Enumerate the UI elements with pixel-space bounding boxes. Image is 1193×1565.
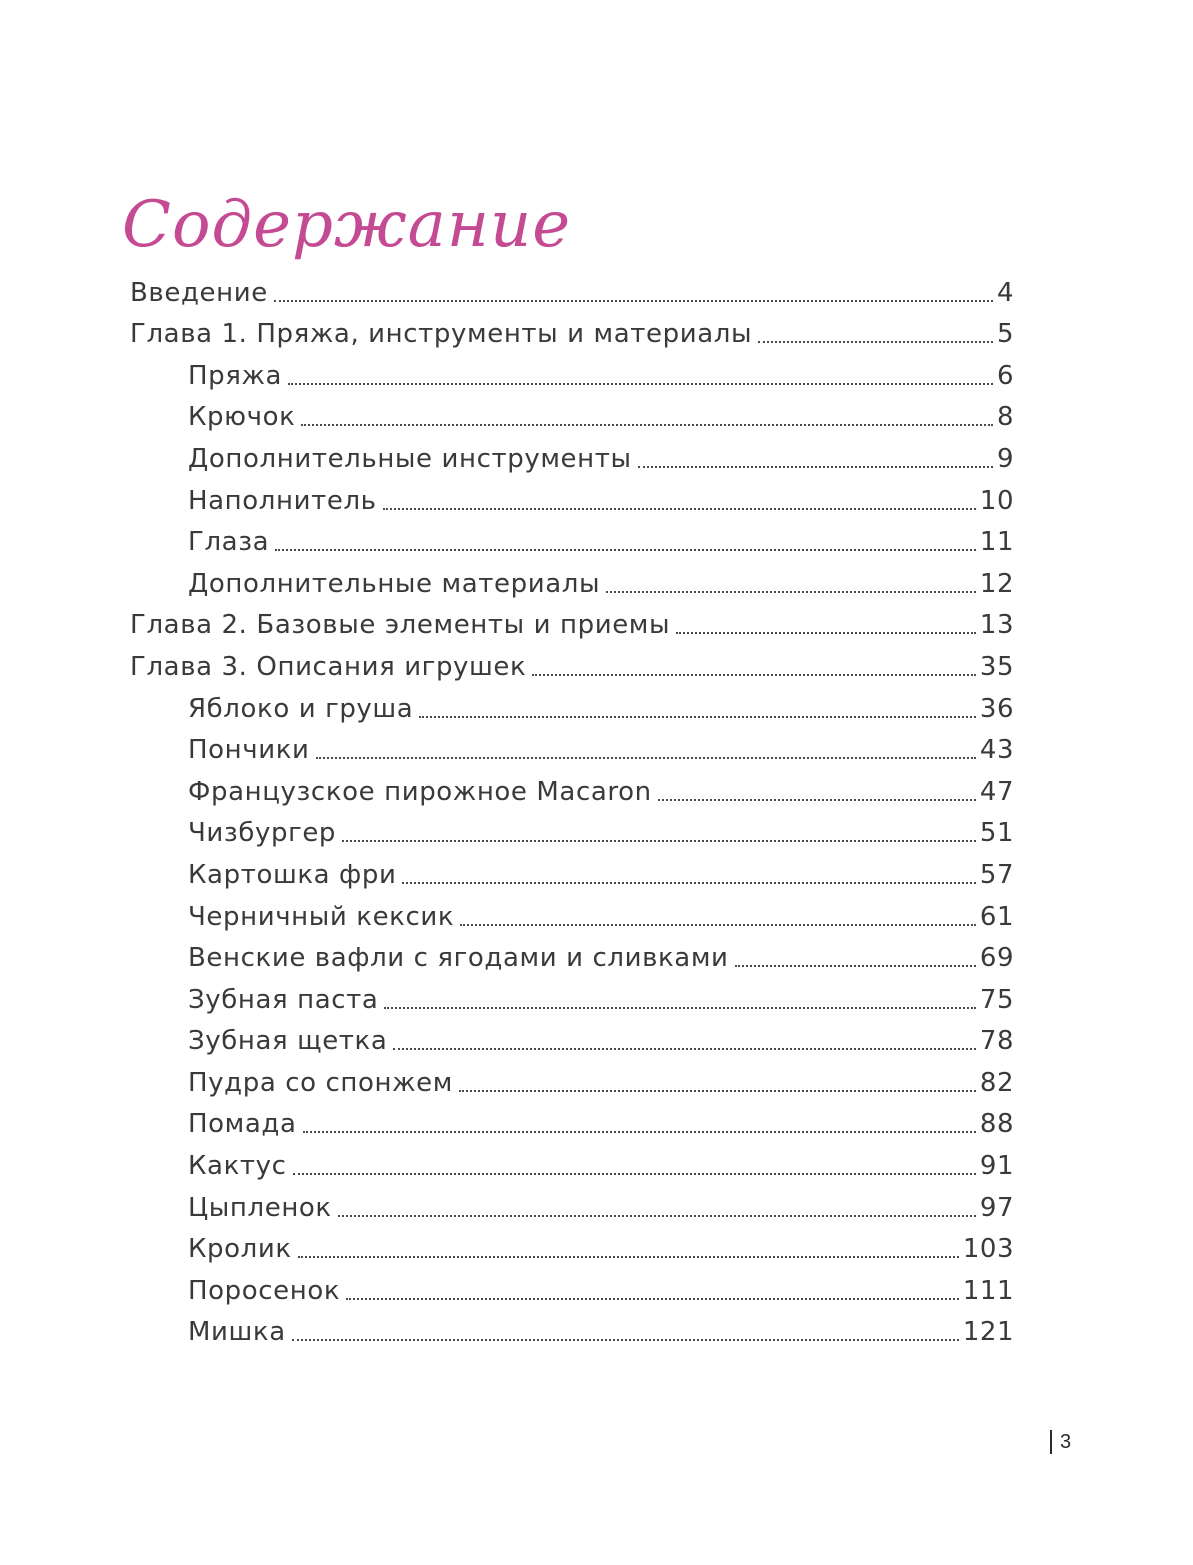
toc-entry-title: Помада [188,1109,297,1140]
toc-entry-page: 78 [979,1026,1014,1057]
toc-entry-page: 51 [979,818,1014,849]
toc-entry-title: Зубная паста [188,984,379,1015]
toc-dot-leader [393,1048,976,1050]
toc-dot-leader [288,383,993,385]
toc-entry-title: Глава 2. Базовые элементы и приемы [130,610,671,641]
toc-dot-leader [316,757,976,759]
toc-entry-title: Наполнитель [188,485,377,516]
page-number-value: 3 [1060,1430,1072,1453]
toc-dot-leader [342,840,976,842]
toc-entry-title: Венские вафли с ягодами и сливками [188,943,729,974]
toc-dot-leader [459,1090,976,1092]
page-number [1050,1430,1071,1454]
toc-entry-title: Чизбургер [188,818,337,849]
toc-entry-page: 11 [979,527,1014,558]
toc-entry-page: 69 [979,943,1014,974]
toc-dot-leader [758,341,993,343]
toc-dot-leader [419,716,976,718]
toc-entry-title: Дополнительные материалы [188,568,601,599]
toc-entry-page: 6 [996,360,1014,391]
toc-entry-page: 121 [962,1317,1014,1348]
toc-dot-leader [676,632,976,634]
toc-dot-leader [532,674,976,676]
toc-entry-page: 103 [962,1234,1014,1265]
toc-entry-title: Яблоко и груша [188,693,414,724]
toc-entry-page: 12 [979,568,1014,599]
toc-entry [130,730,1014,772]
toc-entry-page: 13 [979,610,1014,641]
toc-dot-leader [638,466,993,468]
toc-entry [130,771,1014,813]
toc-entry-title: Дополнительные инструменты [188,443,632,474]
toc-dot-leader [735,965,976,967]
toc-entry-page: 47 [979,776,1014,807]
toc-entry-page: 88 [979,1109,1014,1140]
toc-entry-page: 8 [996,402,1014,433]
toc-dot-leader [275,549,976,551]
toc-entry [130,938,1014,980]
toc-dot-leader [402,882,975,884]
toc-entry-title: Поросенок [188,1275,341,1306]
toc-dot-leader [384,1007,975,1009]
page-title: Содержание [122,187,572,262]
toc-dot-leader [346,1298,959,1300]
toc-entry [130,1062,1014,1104]
toc-entry [130,314,1014,356]
toc-entry-title: Французское пирожное Macaron [188,776,652,807]
toc-entry-page: 57 [979,859,1014,890]
toc-entry-title: Цыпленок [188,1192,332,1223]
toc-entry-title: Кролик [188,1234,292,1265]
toc-entry-title: Кактус [188,1151,287,1182]
toc-entry-page: 75 [979,984,1014,1015]
toc-entry-page: 82 [979,1067,1014,1098]
toc-entry-page: 111 [962,1275,1014,1306]
toc-entry [130,480,1014,522]
toc-dot-leader [338,1215,976,1217]
toc-dot-leader [274,300,993,302]
toc-entry-page: 10 [979,485,1014,516]
toc-entry-title: Пудра со спонжем [188,1067,453,1098]
toc-dot-leader [292,1339,959,1341]
toc-entry-title: Глава 3. Описания игрушек [130,651,527,682]
toc-entry-page: 43 [979,735,1014,766]
toc-entry-title: Глаза [188,527,270,558]
toc-entry-title: Пряжа [188,360,283,391]
page-number-divider [1050,1430,1052,1454]
toc-entry [130,896,1014,938]
toc-dot-leader [383,508,976,510]
toc-entry-title: Черничный кексик [188,901,455,932]
toc-entry [130,1021,1014,1063]
toc-entry-page: 4 [996,277,1014,308]
toc-entry-title: Зубная щетка [188,1026,388,1057]
toc-entry-page: 61 [979,901,1014,932]
toc-entry [130,1104,1014,1146]
toc-entry [130,563,1014,605]
toc-entry-page: 35 [979,651,1014,682]
toc-entry-title: Глава 1. Пряжа, инструменты и материалы [130,319,753,350]
toc-entry [130,1229,1014,1271]
toc-entry [130,1145,1014,1187]
toc-entry [130,979,1014,1021]
toc-entry [130,605,1014,647]
toc-entry [130,272,1014,314]
toc-entry-page: 9 [996,443,1014,474]
toc-entry [130,1270,1014,1312]
toc-dot-leader [460,924,976,926]
toc-dot-leader [301,424,993,426]
toc-entry [130,1187,1014,1229]
toc-entry [130,438,1014,480]
toc-dot-leader [293,1173,976,1175]
toc-entry-page: 5 [996,319,1014,350]
toc-entry [130,522,1014,564]
toc-entry [130,1312,1014,1354]
toc-entry [130,854,1014,896]
toc-dot-leader [658,799,976,801]
toc-entry-title: Пончики [188,735,310,766]
toc-dot-leader [298,1256,959,1258]
toc-dot-leader [303,1131,976,1133]
toc-entry [130,688,1014,730]
toc-entry [130,646,1014,688]
toc-entry-page: 91 [979,1151,1014,1182]
toc-entry-title: Картошка фри [188,859,397,890]
table-of-contents [130,272,1014,1353]
toc-entry-title: Введение [130,277,268,308]
toc-entry-title: Крючок [188,402,296,433]
toc-entry [130,397,1014,439]
toc-entry [130,813,1014,855]
toc-entry-page: 36 [979,693,1014,724]
toc-dot-leader [606,591,976,593]
toc-entry-title: Мишка [188,1317,286,1348]
toc-entry-page: 97 [979,1192,1014,1223]
toc-entry [130,355,1014,397]
